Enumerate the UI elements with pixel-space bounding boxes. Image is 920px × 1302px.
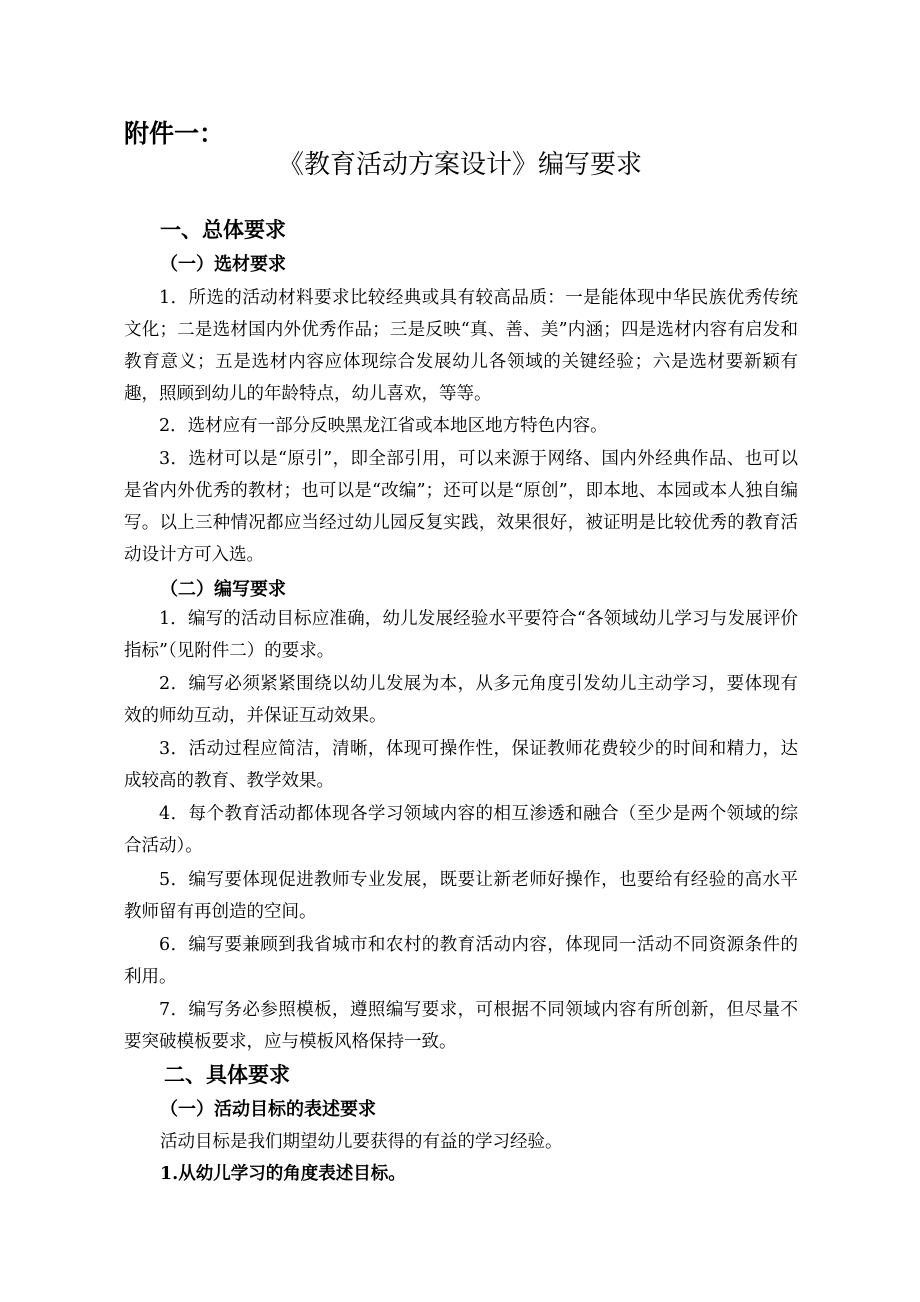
document-title: 《教育活动方案设计》编写要求 bbox=[277, 150, 642, 180]
paragraph-writing-2: 2．编写必须紧紧围绕以幼儿发展为本，从多元角度引发幼儿主动学习，要体现有效的师幼互动，并保证互动效果。 bbox=[124, 674, 798, 726]
paragraph-goals-intro: 活动目标是我们期望幼儿要获得的有益的学习经验。 bbox=[160, 1132, 563, 1152]
paragraph-writing-5: 5．编写要体现促进教师专业发展，既要让新老师好操作，也要给有经验的高水平教师留有再创造的空间。 bbox=[124, 870, 798, 922]
subsection-heading-goals: （一）活动目标的表述要求 bbox=[160, 1099, 376, 1120]
paragraph-writing-3: 3．活动过程应简洁，清晰，体现可操作性，保证教师花费较少的时间和精力，达成较高的教育、教学效果。 bbox=[124, 739, 798, 791]
paragraph-material-2: 2．选材应有一部分反映黑龙江省或本地区地方特色内容。 bbox=[159, 416, 608, 436]
paragraph-writing-1: 1．编写的活动目标应准确，幼儿发展经验水平要符合“各领域幼儿学习与发展评价指标”（见附件二）的要求。 bbox=[124, 609, 798, 661]
paragraph-goals-item-1: 1.从幼儿学习的角度表述目标。 bbox=[160, 1164, 406, 1184]
attachment-label: 附件一： bbox=[124, 119, 225, 148]
paragraph-material-3: 3．选材可以是“原引”，即全部引用，可以来源于网络、国内外经典作品、也可以是省内外优秀的教材；也可以是“改编”；还可以是“原创”，即本地、本园或本人独自编写。以上三种情况都应当经过幼儿园反复实践，效果很好，被证明是比较优秀的教育活动设计方可入选。 bbox=[124, 449, 798, 565]
subsection-heading-material: （一）选材要求 bbox=[160, 254, 286, 275]
section-heading-specific: 二、具体要求 bbox=[164, 1063, 290, 1087]
paragraph-material-1: 1．所选的活动材料要求比较经典或具有较高品质：一是能体现中华民族优秀传统文化；二是选材国内外优秀作品；三是反映“真、善、美”内涵；四是选材内容有启发和教育意义；五是选材内容应体现综合发展幼儿各领域的关键经验；六是选材要新颖有趣，照顾到幼儿的年龄特点，幼儿喜欢，等等。 bbox=[124, 288, 798, 404]
paragraph-writing-7: 7．编写务必参照模板，遵照编写要求，可根据不同领域内容有所创新，但尽量不要突破模板要求，应与模板风格保持一致。 bbox=[124, 1000, 798, 1052]
paragraph-writing-6: 6．编写要兼顾到我省城市和农村的教育活动内容，体现同一活动不同资源条件的利用。 bbox=[124, 935, 798, 987]
paragraph-writing-4: 4．每个教育活动都体现各学习领域内容的相互渗透和融合（至少是两个领域的综合活动）。 bbox=[124, 804, 798, 856]
section-heading-general: 一、总体要求 bbox=[160, 218, 286, 242]
subsection-heading-writing: （二）编写要求 bbox=[160, 579, 286, 600]
